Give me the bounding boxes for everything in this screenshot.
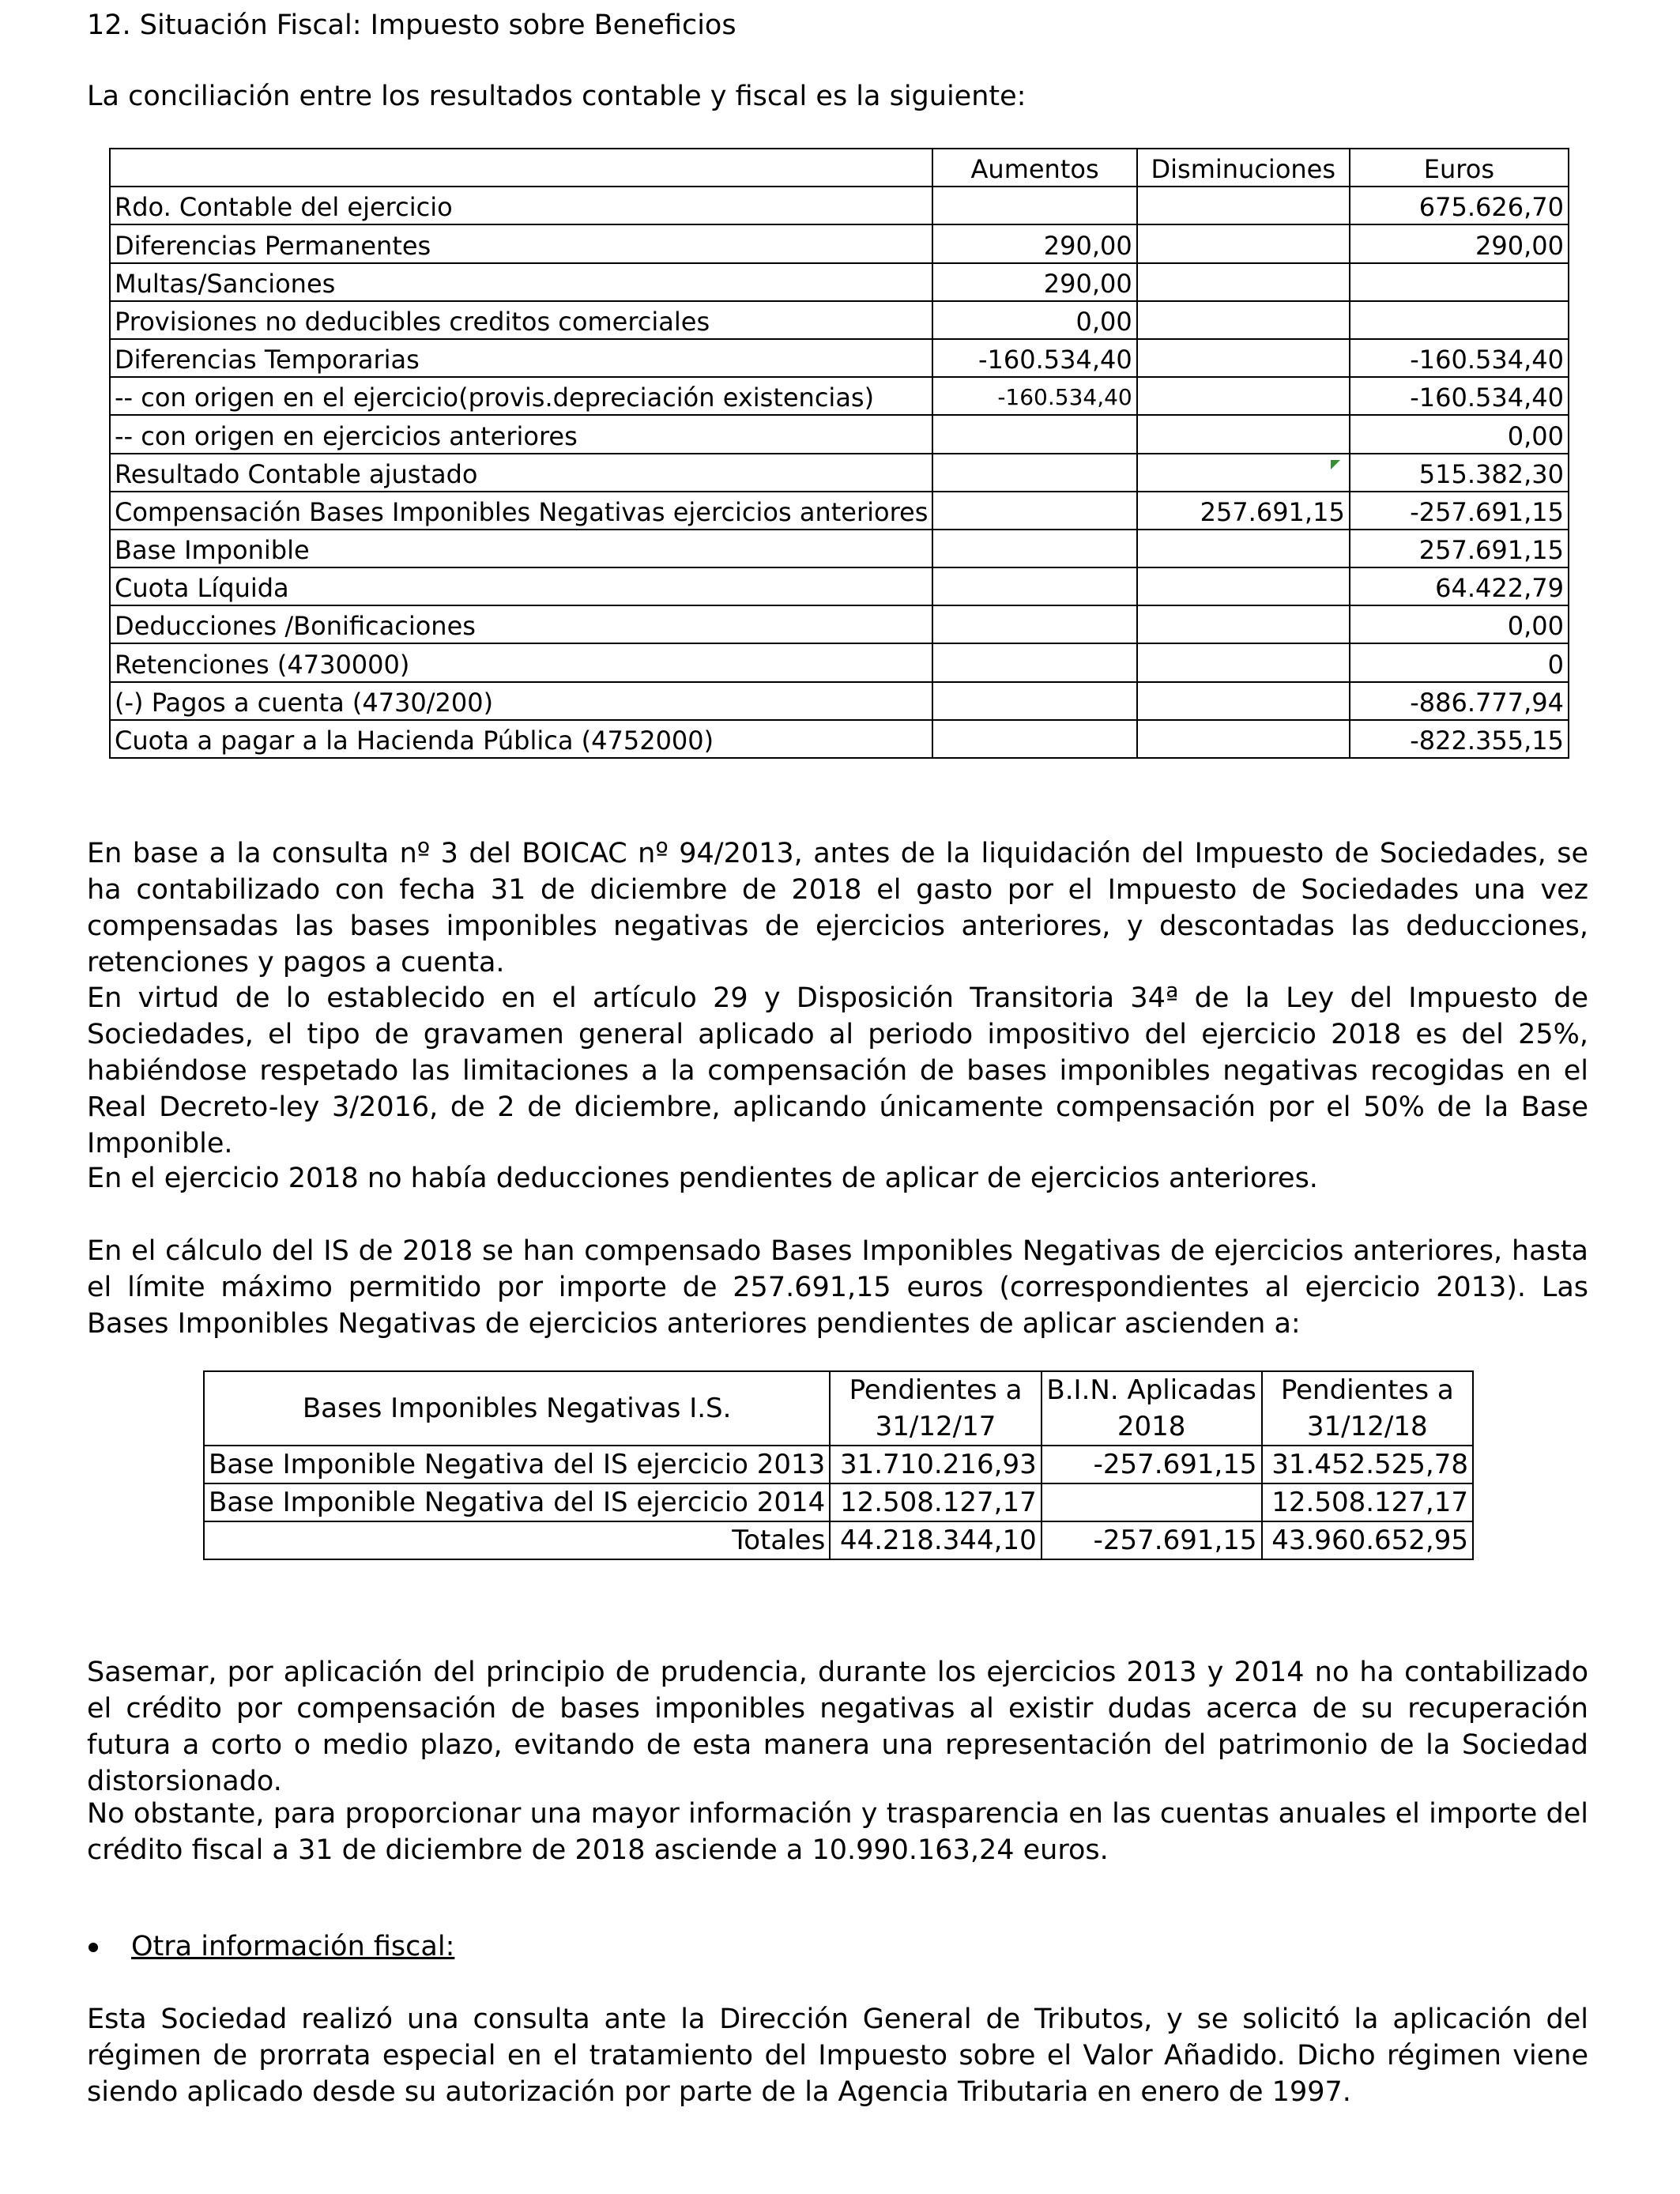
- row-value: [1137, 567, 1350, 605]
- cell-comment-marker-icon: [1331, 460, 1340, 469]
- row-value: 257.691,15: [1137, 492, 1350, 530]
- row-value: -257.691,15: [1042, 1446, 1262, 1483]
- row-value: [1137, 720, 1350, 758]
- table-row: [110, 492, 1569, 530]
- row-value: [932, 415, 1136, 453]
- row-value: [1350, 263, 1569, 301]
- row-label: Cuota a pagar a la Hacienda Pública (4752000): [110, 720, 932, 758]
- row-label: -- con origen en ejercicios anteriores: [110, 415, 932, 453]
- row-value: [932, 605, 1136, 643]
- row-value: [1137, 682, 1350, 720]
- row-value: 12.508.127,17: [830, 1483, 1041, 1521]
- recon-header-cell: Disminuciones: [1137, 149, 1350, 187]
- table-row: [204, 1483, 1473, 1521]
- row-value: 0,00: [1350, 415, 1569, 453]
- recon-header-cell: Aumentos: [932, 149, 1136, 187]
- paragraph-credito-fiscal: No obstante, para proporcionar una mayor información y trasparencia en las cuentas anuales el importe del crédito fiscal a 31 de diciembre de 2018 asciende a 10.990.163,24 euros.: [87, 1798, 1588, 1866]
- recon-header-row: [110, 149, 1569, 187]
- row-value: [1137, 301, 1350, 339]
- bullet-label: Otra información fiscal:: [131, 1931, 455, 1962]
- row-value: [932, 682, 1136, 720]
- row-value: [932, 567, 1136, 605]
- row-value: 44.218.344,10: [830, 1521, 1041, 1559]
- row-value: -160.534,40: [1350, 377, 1569, 415]
- recon-header-cell: [110, 149, 932, 187]
- paragraph-tipo-gravamen: En virtud de lo establecido en el artículo 29 y Disposición Transitoria 34ª de la Ley del Impuesto de Sociedades, el tipo de gravamen general aplicado al periodo impositivo del ejercicio 2018 es del 25%, habiéndose respetado las limitaciones a la compensación de bases imponibles negativas recogidas en el Real Decreto-ley 3/2016, de 2 de diciembre, aplicando únicamente compensación por el 50% de la Base Imponible.: [87, 982, 1588, 1159]
- table-row: [110, 187, 1569, 224]
- row-label: (-) Pagos a cuenta (4730/200): [110, 682, 932, 720]
- row-label: Rdo. Contable del ejercicio: [110, 187, 932, 224]
- row-value: [932, 454, 1136, 492]
- row-value: [1137, 263, 1350, 301]
- table-row: [110, 301, 1569, 339]
- table-row: [110, 720, 1569, 758]
- row-value: -160.534,40: [1350, 339, 1569, 377]
- row-value: 12.508.127,17: [1262, 1483, 1473, 1521]
- bin-header-pendientes-17: Pendientes a 31/12/17: [830, 1371, 1041, 1446]
- row-value: 0,00: [932, 301, 1136, 339]
- reconciliation-table: [109, 148, 1569, 759]
- row-value: 290,00: [932, 263, 1136, 301]
- paragraph-prudencia: Sasemar, por aplicación del principio de prudencia, durante los ejercicios 2013 y 2014 no ha contabilizado el crédito por compensación de bases imponibles negativas al existir dudas acerca de su recuperación futura a corto o medio plazo, evitando de esta manera una representación del patrimonio de la Sociedad distorsionado.: [87, 1657, 1588, 1797]
- row-value: 257.691,15: [1350, 530, 1569, 567]
- row-value: -257.691,15: [1042, 1521, 1262, 1559]
- row-label: Cuota Líquida: [110, 567, 932, 605]
- bin-table: [203, 1370, 1474, 1560]
- section-heading: 12. Situación Fiscal: Impuesto sobre Beneficios: [87, 9, 736, 41]
- bin-header-row: [204, 1371, 1473, 1446]
- bullet-otra-informacion: [87, 1931, 454, 1962]
- table-row: [110, 682, 1569, 720]
- table-row: [110, 530, 1569, 567]
- row-value: [1137, 415, 1350, 453]
- table-row: [204, 1446, 1473, 1483]
- table-row: [204, 1521, 1473, 1559]
- row-label: Base Imponible: [110, 530, 932, 567]
- row-value: 0: [1350, 643, 1569, 681]
- row-value: [1137, 187, 1350, 224]
- row-value: [1137, 377, 1350, 415]
- bin-header-aplicadas-18: B.I.N. Aplicadas 2018: [1042, 1371, 1262, 1446]
- row-value: [1137, 224, 1350, 262]
- table-row: [110, 643, 1569, 681]
- row-value: [1137, 339, 1350, 377]
- bullet-dot-icon: [89, 1943, 98, 1952]
- row-value: [932, 643, 1136, 681]
- row-value: 515.382,30: [1350, 454, 1569, 492]
- table-row: [110, 605, 1569, 643]
- row-label: Provisiones no deducibles creditos comerciales: [110, 301, 932, 339]
- bin-header-concept: Bases Imponibles Negativas I.S.: [204, 1371, 830, 1446]
- row-value: [932, 187, 1136, 224]
- row-value: [932, 530, 1136, 567]
- row-value: 0,00: [1350, 605, 1569, 643]
- row-value: 290,00: [932, 224, 1136, 262]
- row-value: 31.452.525,78: [1262, 1446, 1473, 1483]
- row-value: [1350, 301, 1569, 339]
- row-label: Base Imponible Negativa del IS ejercicio 2014: [204, 1483, 830, 1521]
- recon-header-cell: Euros: [1350, 149, 1569, 187]
- row-value: [932, 720, 1136, 758]
- table-row: [110, 377, 1569, 415]
- paragraph-deducciones: En el ejercicio 2018 no había deducciones pendientes de aplicar de ejercicios anteriores.: [87, 1163, 1318, 1194]
- row-value: [1137, 530, 1350, 567]
- row-value: 290,00: [1350, 224, 1569, 262]
- row-label: Resultado Contable ajustado: [110, 454, 932, 492]
- table-row: [110, 415, 1569, 453]
- row-value: [1137, 454, 1350, 492]
- row-label: Multas/Sanciones: [110, 263, 932, 301]
- row-label: -- con origen en el ejercicio(provis.depreciación existencias): [110, 377, 932, 415]
- row-value: [1137, 643, 1350, 681]
- row-value: 64.422,79: [1350, 567, 1569, 605]
- intro-text: La conciliación entre los resultados contable y fiscal es la siguiente:: [87, 81, 1026, 112]
- table-row: [110, 263, 1569, 301]
- paragraph-boicac: En base a la consulta nº 3 del BOICAC nº 94/2013, antes de la liquidación del Impuesto de Sociedades, se ha contabilizado con fecha 31 de diciembre de 2018 el gasto por el Impuesto de Sociedades una vez compensadas las bases imponibles negativas de ejercicios anteriores, y descontadas las deducciones, retenciones y pagos a cuenta.: [87, 838, 1588, 978]
- row-value: [932, 492, 1136, 530]
- row-value: 675.626,70: [1350, 187, 1569, 224]
- row-label: Diferencias Temporarias: [110, 339, 932, 377]
- table-row: [110, 567, 1569, 605]
- row-label: Retenciones (4730000): [110, 643, 932, 681]
- row-value: 31.710.216,93: [830, 1446, 1041, 1483]
- row-value: [1042, 1483, 1262, 1521]
- row-value: -160.534,40: [932, 339, 1136, 377]
- row-label: Deducciones /Bonificaciones: [110, 605, 932, 643]
- row-value: -160.534,40: [932, 377, 1136, 415]
- row-label: Compensación Bases Imponibles Negativas ejercicios anteriores: [110, 492, 932, 530]
- table-row: [110, 224, 1569, 262]
- row-label: Totales: [204, 1521, 830, 1559]
- bin-header-pendientes-18: Pendientes a 31/12/18: [1262, 1371, 1473, 1446]
- row-value: 43.960.652,95: [1262, 1521, 1473, 1559]
- row-label: Base Imponible Negativa del IS ejercicio 2013: [204, 1446, 830, 1483]
- row-label: Diferencias Permanentes: [110, 224, 932, 262]
- row-value: -822.355,15: [1350, 720, 1569, 758]
- paragraph-compensacion: En el cálculo del IS de 2018 se han compensado Bases Imponibles Negativas de ejercicios anteriores, hasta el límite máximo permitido por importe de 257.691,15 euros (correspondientes al ejercicio 2013). Las Bases Imponibles Negativas de ejercicios anteriores pendientes de aplicar ascienden a:: [87, 1235, 1588, 1340]
- table-row: [110, 454, 1569, 492]
- table-row: [110, 339, 1569, 377]
- paragraph-prorrata: Esta Sociedad realizó una consulta ante la Dirección General de Tributos, y se solicitó la aplicación del régimen de prorrata especial en el tratamiento del Impuesto sobre el Valor Añadido. Dicho régimen viene siendo aplicado desde su autorización por parte de la Agencia Tributaria en enero de 1997.: [87, 2004, 1588, 2108]
- row-value: [1137, 605, 1350, 643]
- row-value: -257.691,15: [1350, 492, 1569, 530]
- row-value: -886.777,94: [1350, 682, 1569, 720]
